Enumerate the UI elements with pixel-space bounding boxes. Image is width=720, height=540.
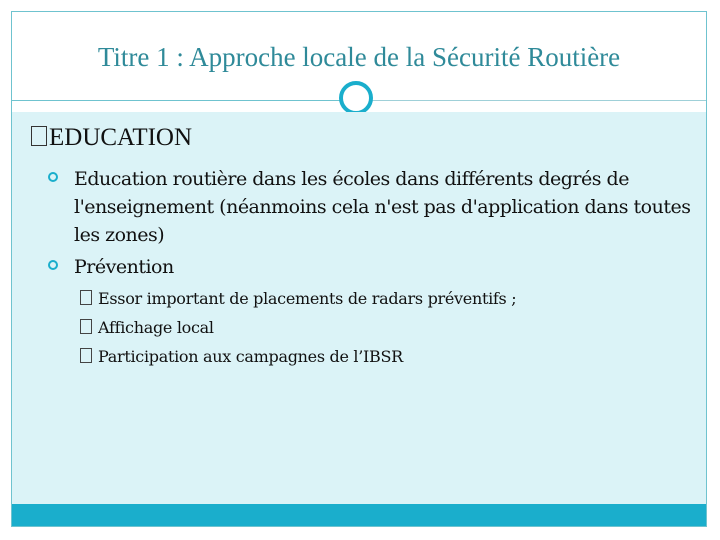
section-heading — [31, 124, 192, 152]
bullet-text: Education routière dans les écoles dans différents degrés de l'enseignement (néanmoins cela n'est pas d'application dans toutes les zones) — [74, 168, 691, 246]
ring-ornament-icon — [339, 81, 373, 115]
box-bullet-icon — [31, 126, 47, 146]
bullet-text: Prévention — [74, 256, 174, 278]
sub-bullet-item — [80, 288, 680, 310]
sub-bullet-text: Affichage local — [98, 318, 214, 337]
sub-bullet-text: Essor important de placements de radars préventifs ; — [98, 289, 517, 308]
bullet-item-education — [48, 165, 698, 249]
bullet-item-prevention — [48, 253, 698, 281]
sub-bullet-item — [80, 317, 680, 339]
title-divider-left — [12, 100, 342, 101]
box-bullet-icon — [80, 348, 92, 363]
slide-title: Titre 1 : Approche locale de la Sécurité Routière — [97, 42, 621, 72]
section-heading-text: EDUCATION — [49, 124, 193, 151]
title-divider-right — [378, 100, 528, 101]
sub-bullet-text: Participation aux campagnes de l’IBSR — [98, 347, 403, 366]
bottom-accent-bar — [12, 504, 706, 526]
circle-bullet-icon — [48, 172, 58, 182]
box-bullet-icon — [80, 290, 92, 305]
sub-bullet-item — [80, 346, 680, 368]
circle-bullet-icon — [48, 260, 58, 270]
box-bullet-icon — [80, 319, 92, 334]
